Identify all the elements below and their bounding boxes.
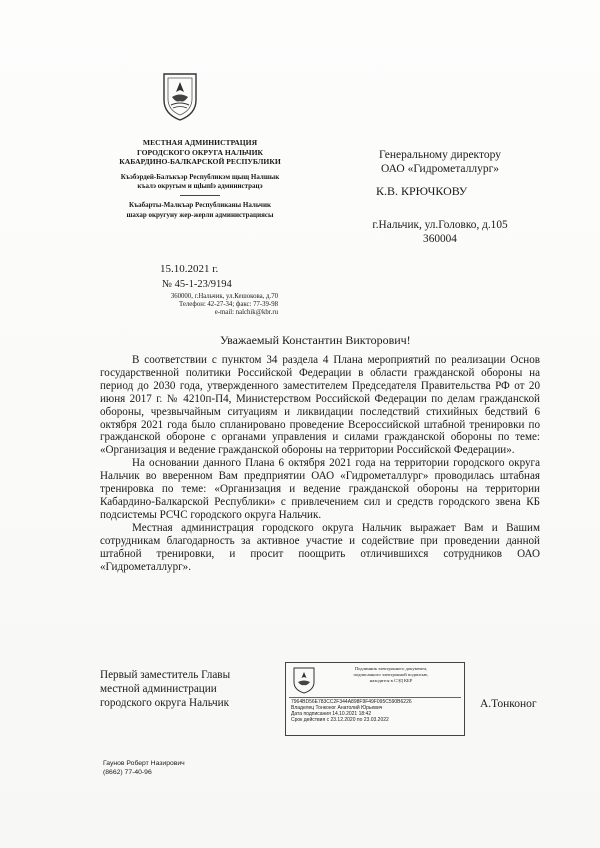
document-number: № 45-1-23/9194 — [162, 279, 232, 290]
recipient-street: г.Нальчик, ул.Головко, д.105 — [372, 219, 508, 231]
org-title-line: ГОРОДСКОГО ОКРУГА НАЛЬЧИК — [136, 147, 264, 157]
certificate-serial: 7964BD56E783CC2F344A898F9F49F095C590B6226 — [291, 699, 412, 705]
signer-line: местной администрации — [100, 683, 217, 695]
org-title-line: МЕСТНАЯ АДМИНИСТРАЦИЯ — [142, 138, 258, 147]
body-paragraph: На основании данного Плана 6 октября 2021 года на территории городского округа Нальчик во вверенном Вам предприятии ОАО «Гидрометаллург» проводилась штабная тренировка по теме: «Организация и ведение гражданской обороны на территории Кабардино-Балкарской Республики» с привлечением сил и средств городского звена КБ подсистемы РСЧС городского округа Нальчик. — [100, 457, 540, 521]
recipient-position — [340, 148, 540, 176]
org-name-kabardian — [110, 173, 290, 192]
organization-header — [110, 138, 290, 220]
body-paragraph: В соответствии с пунктом 34 раздела 4 Плана мероприятий по реализации Основ государственной политики Российской Федерации в области гражданской обороны на период до 2030 года, утвержденного заместителем Председателя Правительства РФ от 20 июня 2017 г. № 4210п-П4, Министерством Российской Федерации по делам гражданской обороны, чрезвычайным ситуациям и ликвидации последствий стихийных бедствий 6 октября 2021 года было спланировано проведение Всероссийской штабной тренировки по гражданской обороне с органами управления и силами гражданской обороны по теме: «Организация и ведение гражданской обороны на территории Российской Федерации». — [100, 354, 540, 457]
org-krc-line: Къабарты-Малкъар Республиканы Нальчик — [128, 200, 272, 209]
coat-of-arms-icon — [160, 70, 200, 122]
org-title — [110, 138, 290, 167]
org-krc-line: шахар округуну жер-жерли администрациясы — [126, 210, 274, 219]
stamp-header — [322, 666, 460, 683]
salutation: Уважаемый Константин Викторович! — [220, 333, 411, 347]
stamp-details — [291, 699, 461, 723]
signer-line: городского округа Нальчик — [100, 697, 230, 709]
stamp-header-line: находится в СЭД КБР — [369, 677, 413, 683]
executor-info — [103, 760, 185, 777]
certificate-owner: Владелец Тонконог Анатолий Юрьевич — [291, 705, 383, 712]
recipient-name: К.В. КРЮЧКОВУ — [376, 184, 468, 198]
org-name-balkar — [110, 201, 290, 220]
divider — [180, 195, 220, 196]
stamp-emblem-icon — [292, 666, 316, 694]
sender-address — [128, 293, 278, 318]
org-kbd-line: къалэ округым и щlыпlэ администрацэ — [137, 182, 263, 191]
stamp-header-line: подписанного электронной подписью, — [353, 671, 429, 677]
executor-phone: (8662) 77-40-96 — [103, 768, 152, 776]
signer-name: А.Тонконог — [480, 698, 537, 710]
document-date: 15.10.2021 г. — [160, 263, 219, 275]
recipient-position-line: Генеральному директору — [379, 149, 501, 161]
recipient-company-line: ОАО «Гидрометаллург» — [380, 163, 500, 175]
signing-date: Дата подписания 14.10.2021 18:42 — [291, 711, 372, 718]
validity-period: Срок действия с 23.12.2020 по 23.03.2022 — [291, 717, 389, 724]
org-title-line: КАБАРДИНО-БАЛКАРСКОЙ РЕСПУБЛИКИ — [119, 157, 281, 167]
stamp-divider — [289, 697, 461, 698]
executor-name: Гаунов Роберт Назирович — [103, 760, 185, 767]
signer-line: Первый заместитель Главы — [100, 669, 231, 681]
body-paragraph: Местная администрация городского округа Нальчик выражает Вам и Вашим сотрудникам благодарность за активное участие и содействие при проведении данной штабной тренировки, и просит поощрить отличившихся сотрудников ОАО «Гидрометаллург». — [100, 521, 540, 573]
electronic-signature-stamp — [285, 662, 465, 736]
recipient-zip: 360004 — [423, 233, 457, 245]
email-line: e-mail: nalchik@kbr.ru — [214, 309, 278, 317]
signer-position — [100, 668, 280, 710]
letter-body — [100, 354, 540, 573]
recipient-address — [345, 218, 535, 246]
org-kbd-line: Къэбэрдей-Балъкъэр Республикэм щыщ Налшык — [120, 172, 280, 181]
phone-line: Телефон: 42-27-34; факс: 77-39-98 — [178, 301, 278, 309]
address-line: 360000, г.Нальчик, ул.Кешокова, д.70 — [170, 293, 278, 300]
stamp-header-line: Подлинник электронного документа, — [354, 666, 428, 671]
